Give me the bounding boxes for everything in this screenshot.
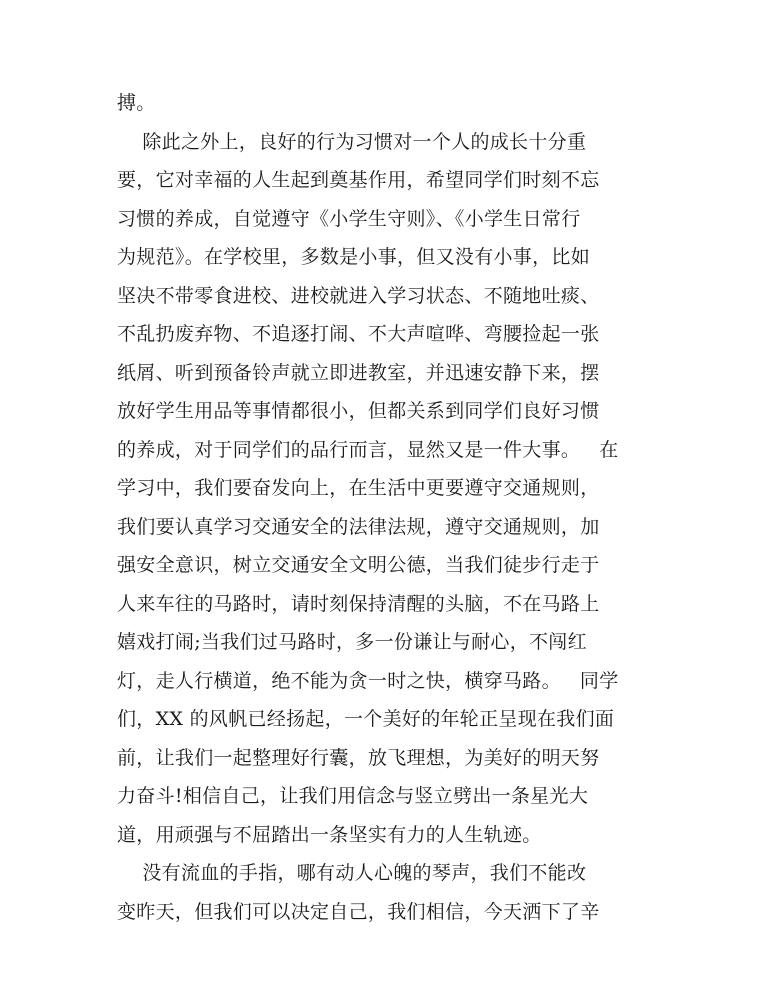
text-line-2: 除此之外上，良好的行为习惯对一个人的成长十分重 — [117, 130, 587, 153]
text-line-15: 嬉戏打闹;当我们过马路时，多一份谦让与耐心，不闯红 — [117, 631, 587, 653]
text-line-14: 人来车往的马路时，请时刻保持清醒的头脑，不在马路上 — [117, 592, 600, 615]
text-line-20: 道，用顽强与不屈踏出一条坚实有力的人生轨迹。 — [117, 823, 542, 846]
text-line-11: 学习中，我们要奋发向上，在生活中更要遵守交通规则， — [117, 477, 600, 499]
text-line-4: 习惯的养成，自觉遵守《小学生守则》、《小学生日常行 — [117, 207, 581, 230]
text-line-19: 力奋斗!相信自己，让我们用信念与竖立劈出一条星光大 — [117, 785, 589, 807]
text-line-3: 要，它对幸福的人生起到奠基作用，希望同学们时刻不忘 — [117, 169, 600, 191]
text-line-22: 变昨天，但我们可以决定自己，我们相信，今天洒下了辛 — [117, 900, 600, 923]
text-line-6: 坚决不带零食进校、进校就进入学习状态、不随地吐痰、 — [117, 284, 600, 307]
text-line-16: 灯，走人行横道，绝不能为贪一时之快，横穿马路。 同学 — [117, 669, 619, 692]
text-line-12: 我们要认真学习交通安全的法律法规，遵守交通规则，加 — [117, 515, 600, 538]
document-body — [117, 84, 662, 931]
text-line-9: 放好学生用品等事情都很小，但都关系到同学们良好习惯 — [117, 400, 600, 422]
text-line-17: 们，XX 的风帆已经扬起，一个美好的年轮正呈现在我们面 — [117, 708, 615, 730]
text-line-21: 没有流血的手指，哪有动人心魄的琴声，我们不能改 — [117, 862, 587, 884]
text-line-5: 为规范》。在学校里，多数是小事，但又没有小事，比如 — [117, 246, 591, 268]
text-line-10: 的养成，对于同学们的品行而言，显然又是一件大事。 在 — [117, 438, 619, 461]
text-line-18: 前，让我们一起整理好行囊，放飞理想，为美好的明天努 — [117, 746, 600, 769]
text-line-13: 强安全意识，树立交通安全文明公德，当我们徒步行走于 — [117, 554, 600, 576]
text-line-1: 搏。 — [117, 92, 156, 114]
text-line-7: 不乱扔废弃物、不追逐打闹、不大声喧哗、弯腰捡起一张 — [117, 323, 600, 345]
text-line-8: 纸屑、听到预备铃声就立即进教室，并迅速安静下来，摆 — [117, 361, 600, 384]
